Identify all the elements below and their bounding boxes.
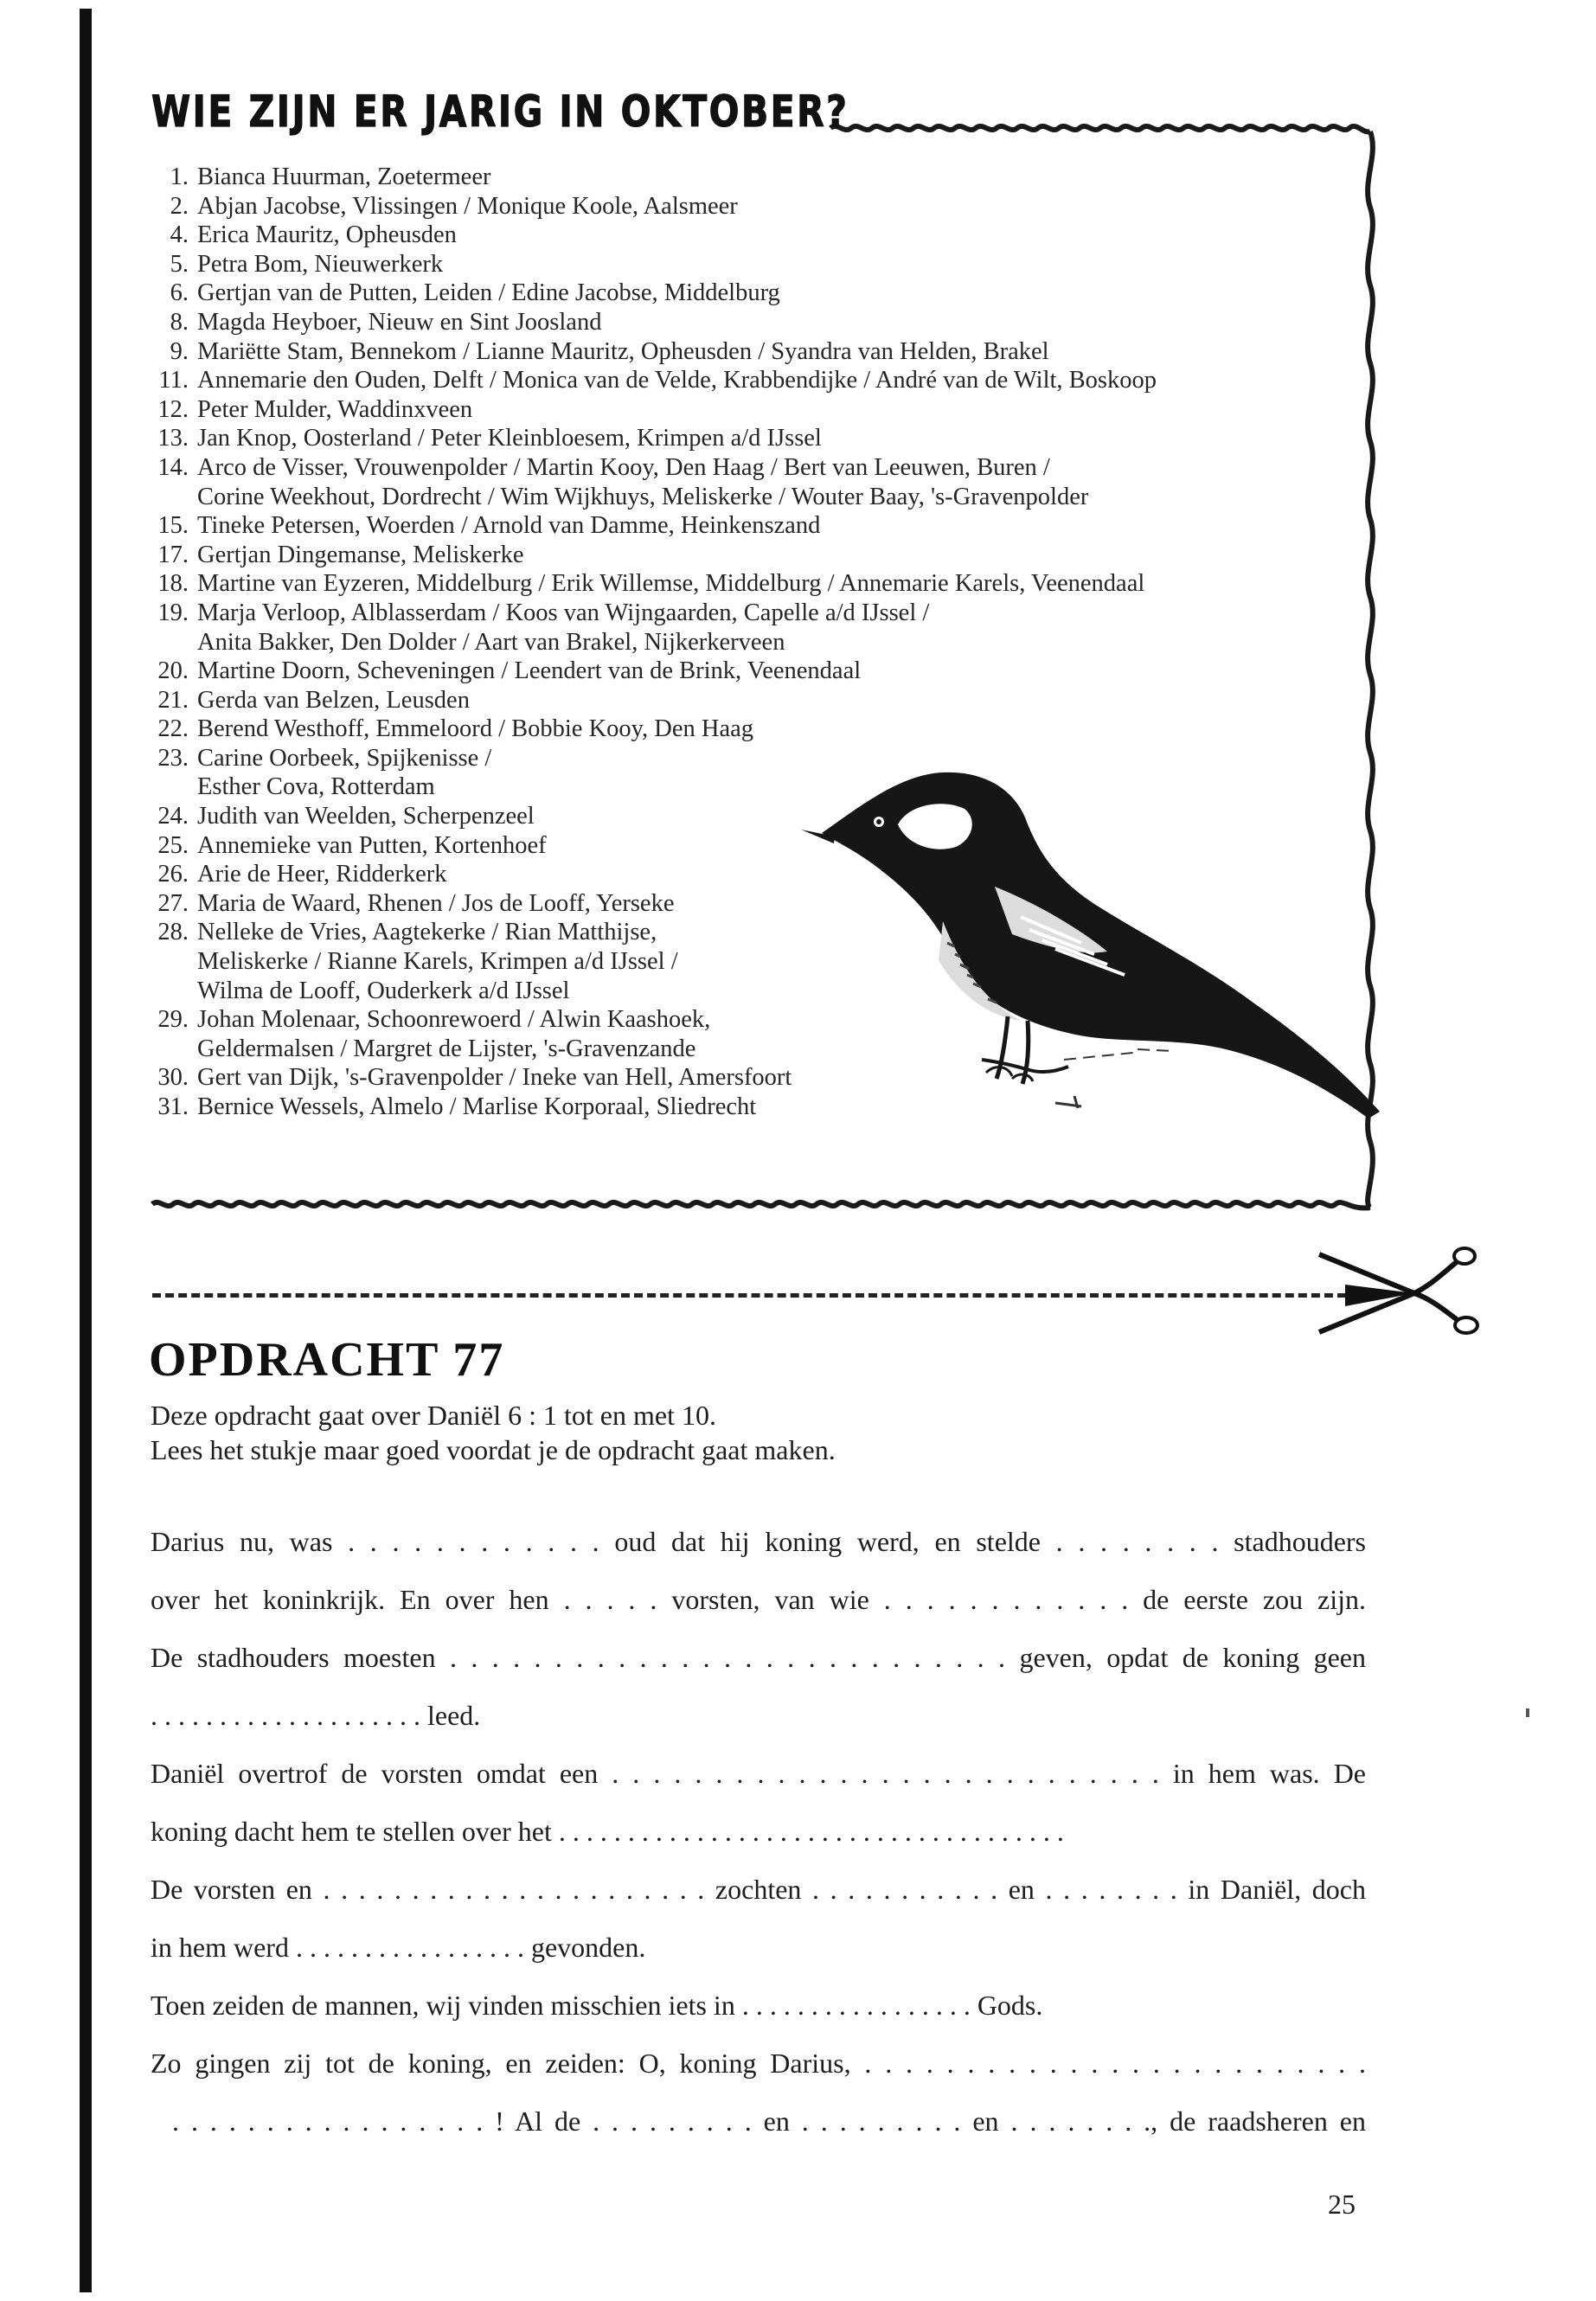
- birthday-entry: [152, 569, 1372, 599]
- birthday-names: Jan Knop, Oosterland / Peter Kleinbloesem, Krimpen a/d IJssel: [197, 425, 822, 452]
- birthday-names: Marja Verloop, Alblasserdam / Koos van Wijngaarden, Capelle a/d IJssel / Anita Bakker, Den Dolder / Aart van Brakel, Nijkerkerveen: [197, 599, 930, 656]
- birthday-entry: [152, 366, 1372, 395]
- birthday-names: Martine van Eyzeren, Middelburg / Erik Willemse, Middelburg / Annemarie Karels, Veenendaal: [197, 570, 1145, 598]
- birthday-day: 25.: [157, 831, 189, 859]
- cut-line: [152, 1293, 1346, 1298]
- birthday-day: 14.: [157, 453, 189, 481]
- birthday-names: Maria de Waard, Rhenen / Jos de Looff, Yerseke: [197, 889, 675, 917]
- birthday-names: Mariëtte Stam, Bennekom / Lianne Mauritz, Opheusden / Syandra van Helden, Brakel: [197, 337, 1049, 365]
- birthday-day: 23.: [157, 744, 189, 772]
- birthday-day: 20.: [157, 657, 189, 685]
- birthday-names: Johan Molenaar, Schoonrewoerd / Alwin Kaashoek, Geldermalsen / Margret de Lijster, 's-Gravenzande: [197, 1006, 711, 1062]
- birthday-entry: [152, 163, 1372, 192]
- birthday-day: 18.: [157, 570, 189, 598]
- birthday-entry: [152, 657, 1372, 686]
- birthday-day: 2.: [170, 192, 189, 220]
- birthday-day: 15.: [157, 512, 189, 540]
- birthday-day: 19.: [157, 599, 189, 626]
- birthday-names: Arco de Visser, Vrouwenpolder / Martin Kooy, Den Haag / Bert van Leeuwen, Buren / Corine Weekhout, Dordrecht / Wim Wijkhuys, Meliskerke / Wouter Baay, 's-Gravenpolder: [197, 453, 1089, 510]
- exercise-line: Daniël overtrof de vorsten omdat een . . . . . . . . . . . . . . . . . . . . . . . . . . . in hem was. De: [151, 1758, 1366, 1789]
- exercise-line: in hem werd . . . . . . . . . . . . . . . . . gevonden.: [151, 1932, 646, 1963]
- birthday-day: 1.: [170, 163, 189, 190]
- birthday-entry: [152, 541, 1372, 570]
- birthday-day: 22.: [157, 715, 189, 743]
- birthday-day: 17.: [157, 541, 189, 568]
- birthday-day: 24.: [157, 803, 189, 830]
- birthday-day: 31.: [157, 1093, 189, 1120]
- birthday-names: Gert van Dijk, 's-Gravenpolder / Ineke van Hell, Amersfoort: [197, 1064, 792, 1092]
- birthday-day: 11.: [158, 367, 189, 394]
- birthday-day: 6.: [170, 279, 189, 307]
- birthday-day: 9.: [170, 337, 189, 365]
- birthday-names: Judith van Weelden, Scherpenzeel: [197, 803, 535, 830]
- exercise-line: De vorsten en . . . . . . . . . . . . . . . . . . . . . . zochten . . . . . . . . . . . en . . . . . . . . in Daniël, doch: [151, 1874, 1366, 1905]
- birthday-entry: [152, 686, 1372, 715]
- birthday-names: Gertjan Dingemanse, Meliskerke: [197, 541, 524, 568]
- birthday-entry: [152, 337, 1372, 367]
- tit-bird-drawing: [801, 772, 1380, 1118]
- birthday-day: 28.: [157, 919, 189, 946]
- birthday-entry: [152, 279, 1372, 308]
- birthday-entry: [152, 221, 1372, 250]
- birthday-title: WIE ZIJN ER JARIG IN OKTOBER?: [151, 87, 849, 137]
- birthday-entry: [152, 715, 1372, 744]
- exercise-line: over het koninkrijk. En over hen . . . . . vorsten, van wie . . . . . . . . . . . . de eerste zou zijn.: [151, 1584, 1366, 1615]
- birthday-names: Annemarie den Ouden, Delft / Monica van de Velde, Krabbendijke / André van de Wilt, Boskoop: [197, 367, 1157, 394]
- intro-line: Deze opdracht gaat over Daniël 6 : 1 tot en met 10.: [151, 1400, 716, 1431]
- binding-strip: [80, 9, 92, 2292]
- birthday-day: 8.: [170, 308, 189, 336]
- exercise-line: Zo gingen zij tot de koning, en zeiden: O, koning Darius, . . . . . . . . . . . . . . . . . . . . . . . . .: [151, 2048, 1366, 2079]
- birthday-entry: [152, 424, 1372, 453]
- birthday-day: 30.: [157, 1064, 189, 1092]
- birthday-names: Gertjan van de Putten, Leiden / Edine Jacobse, Middelburg: [197, 279, 780, 307]
- assignment-intro: [151, 1398, 836, 1467]
- birthday-names: Carine Oorbeek, Spijkenisse / Esther Cova, Rotterdam: [197, 744, 492, 801]
- scissors-icon: [1319, 1246, 1484, 1341]
- fill-in-exercise: [151, 1524, 1366, 2162]
- birthday-names: Petra Bom, Nieuwerkerk: [197, 250, 444, 278]
- exercise-line: . . . . . . . . . . . . . . . . . . . . leed.: [151, 1700, 481, 1731]
- birthday-names: Erica Mauritz, Opheusden: [197, 221, 457, 249]
- birthday-day: 5.: [170, 250, 189, 278]
- birthday-entry: [152, 192, 1372, 221]
- exercise-line: . . . . . . . . . . . . . . . . . ! Al de . . . . . . . . . en . . . . . . . . . en . . . . . . . ., de raadsheren en: [172, 2106, 1366, 2137]
- birthday-names: Tineke Petersen, Woerden / Arnold van Damme, Heinkenszand: [197, 512, 821, 540]
- birthday-entry: [152, 395, 1372, 425]
- birthday-names: Arie de Heer, Ridderkerk: [197, 861, 447, 888]
- birthday-day: 4.: [170, 221, 189, 249]
- birthday-names: Magda Heyboer, Nieuw en Sint Joosland: [197, 308, 602, 336]
- assignment-title: OPDRACHT 77: [149, 1333, 505, 1387]
- exercise-line: Darius nu, was . . . . . . . . . . . . oud dat hij koning werd, en stelde . . . . . . . . stadhouders: [151, 1526, 1366, 1557]
- birthday-entry: [152, 599, 1372, 657]
- birthday-entry: [152, 308, 1372, 337]
- stray-mark: [1526, 1708, 1529, 1717]
- exercise-line: koning dacht hem te stellen over het . . . . . . . . . . . . . . . . . . . . . . . . . . . . . . . . . . . . .: [151, 1816, 1064, 1847]
- birthday-names: Berend Westhoff, Emmeloord / Bobbie Kooy, Den Haag: [197, 715, 754, 743]
- bird-illustration: [796, 757, 1393, 1138]
- intro-line: Lees het stukje maar goed voordat je de opdracht gaat maken.: [151, 1434, 836, 1465]
- birthday-names: Annemieke van Putten, Kortenhoef: [197, 831, 547, 859]
- birthday-entry: [152, 511, 1372, 541]
- birthday-day: 12.: [157, 395, 189, 423]
- page-number: 25: [1328, 2189, 1356, 2220]
- birthday-names: Bernice Wessels, Almelo / Marlise Korporaal, Sliedrecht: [197, 1093, 757, 1120]
- birthday-names: Gerda van Belzen, Leusden: [197, 686, 470, 714]
- birthday-entry: [152, 453, 1372, 511]
- exercise-line: Toen zeiden de mannen, wij vinden misschien iets in . . . . . . . . . . . . . . . . . Gods.: [151, 1990, 1043, 2021]
- birthday-day: 26.: [157, 861, 189, 888]
- birthday-day: 21.: [157, 686, 189, 714]
- birthday-names: Martine Doorn, Scheveningen / Leendert van de Brink, Veenendaal: [197, 657, 862, 685]
- birthday-entry: [152, 250, 1372, 279]
- birthday-day: 13.: [157, 425, 189, 452]
- birthday-names: Abjan Jacobse, Vlissingen / Monique Koole, Aalsmeer: [197, 192, 738, 220]
- birthday-day: 27.: [157, 889, 189, 917]
- birthday-names: Bianca Huurman, Zoetermeer: [197, 163, 491, 190]
- birthday-day: 29.: [157, 1006, 189, 1034]
- exercise-line: De stadhouders moesten . . . . . . . . . . . . . . . . . . . . . . . . . . . geven, opdat de koning geen: [151, 1642, 1366, 1673]
- birthday-names: Nelleke de Vries, Aagtekerke / Rian Matthijse, Meliskerke / Rianne Karels, Krimpen a/d IJssel / Wilma de Looff, Ouderkerk a/d IJssel: [197, 919, 678, 1004]
- birthday-names: Peter Mulder, Waddinxveen: [197, 395, 473, 423]
